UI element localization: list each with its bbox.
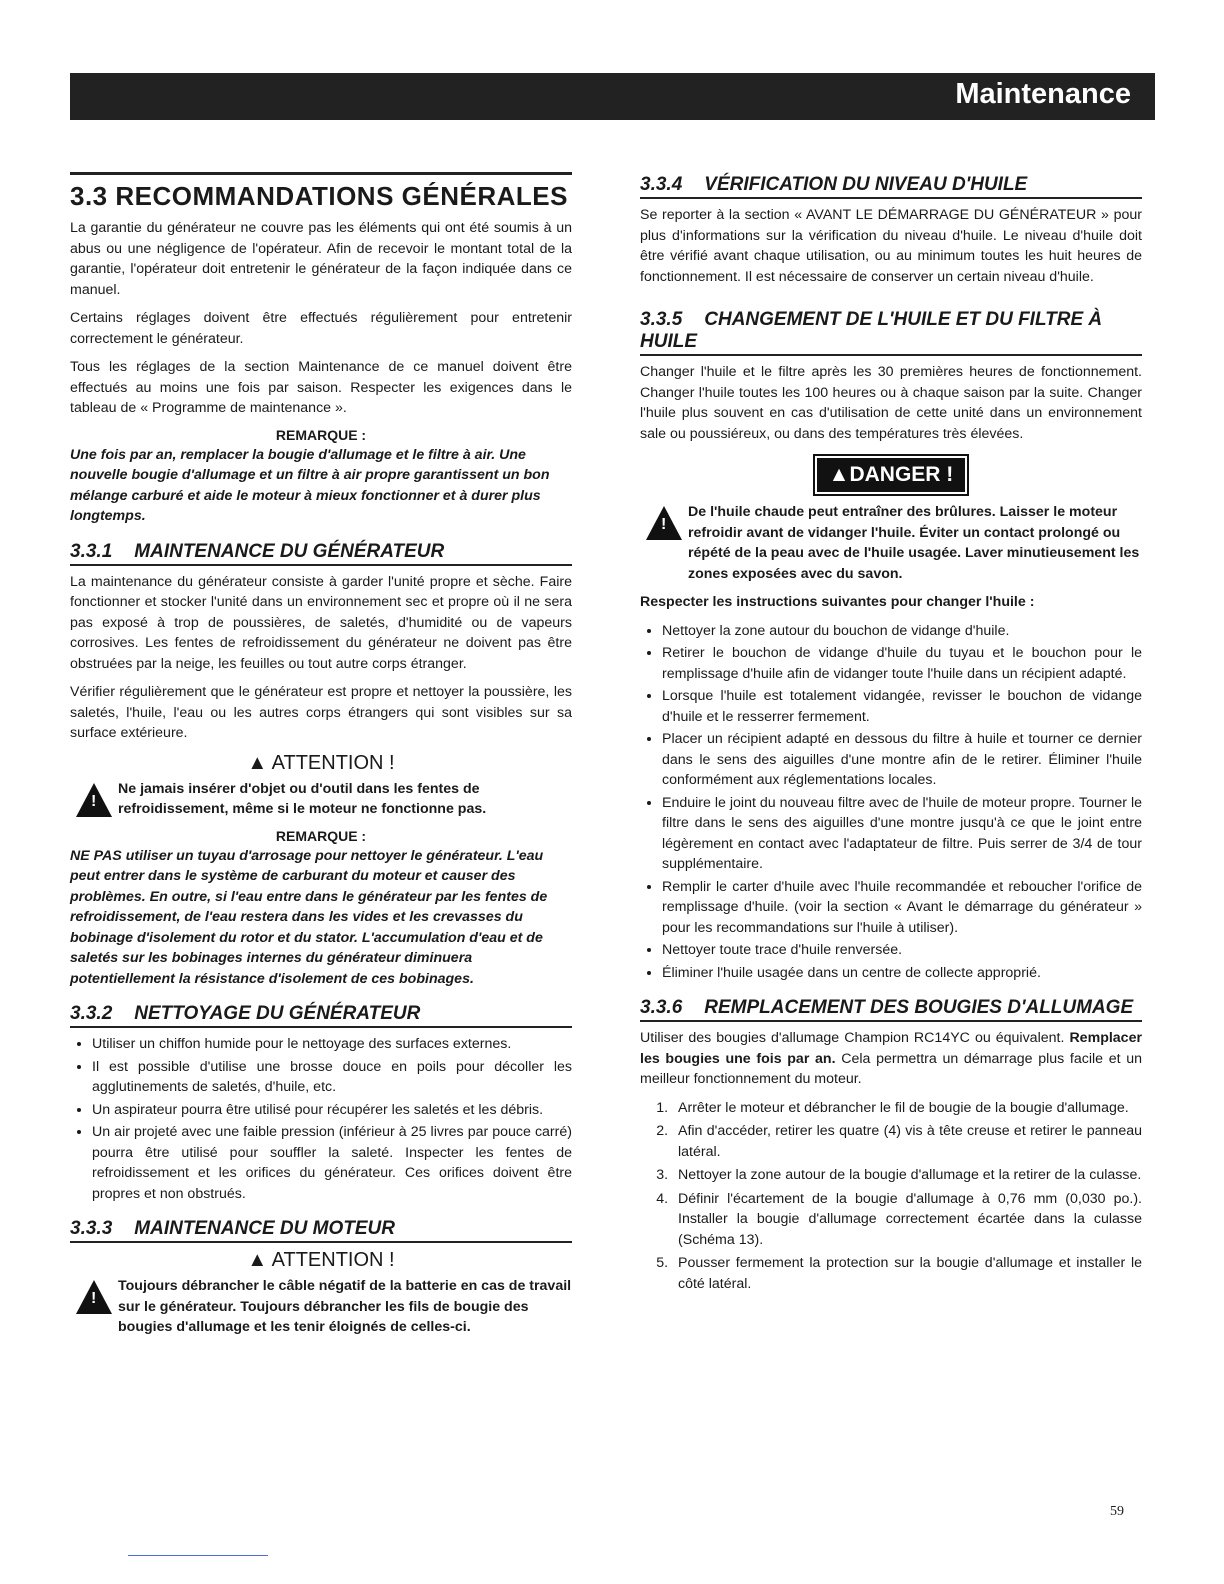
section-heading: VÉRIFICATION DU NIVEAU D'HUILE	[704, 174, 1028, 195]
warning-icon: ▲	[247, 1249, 268, 1271]
intro-paragraph-3: Tous les réglages de la section Maintenance de ce manuel doivent être effectués au moins une fois par saison. Respecter les exigences dans le tableau de « Programme de maintenance ».	[70, 359, 572, 416]
list-item: • Enduire le joint du nouveau filtre avec de l'huile de moteur propre. Tourner le filtre dans le sens des aiguilles d'une montre jusqu'à ce que le joint entre légèrement en contact avec l'adaptateur de filtre. Puis serrer de 3/4 de tour supplémentaire.	[662, 793, 1142, 875]
oil-change-list	[640, 621, 1142, 984]
list-item: • Placer un récipient adapté en dessous du filtre à huile et tourner ce dernier dans le sens des aiguilles d'une montre afin de le retirer. Éliminer l'huile conformément aux réglementations locales.	[662, 729, 1142, 791]
section-heading: NETTOYAGE DU GÉNÉRATEUR	[134, 1003, 421, 1024]
section-number: 3.3.4	[640, 174, 683, 195]
section-heading: MAINTENANCE DU GÉNÉRATEUR	[134, 540, 445, 562]
s334-paragraph: Se reporter à la section « AVANT LE DÉMARRAGE DU GÉNÉRATEUR » pour plus d'informations sur la vérification du niveau d'huile. Le niveau d'huile doit être vérifié avant chaque utilisation, ou au minimum toutes les huit heures de fonctionnement. Il est nécessaire de conserver un certain niveau d'huile.	[640, 207, 1142, 285]
warning-icon: ▲	[247, 751, 268, 774]
section-heading: REMPLACEMENT DES BOUGIES D'ALLUMAGE	[704, 997, 1134, 1018]
s335-paragraph: Changer l'huile et le filtre après les 30 premières heures de fonctionnement. Changer l'huile toutes les 100 heures ou à chaque saison par la suite. Changer l'huile plus souvent en cas d'utilisation de cette unité dans un environnement sale ou poussiéreux, ou dans des températures très élevées.	[640, 364, 1142, 442]
list-item: • Lorsque l'huile est totalement vidangée, revisser le bouchon de vidange d'huile et le resserrer fermement.	[662, 686, 1142, 727]
remark-text-2: NE PAS utiliser un tuyau d'arrosage pour nettoyer le générateur. L'eau peut entrer dans le système de carburant du moteur et causer des problèmes. En outre, si l'eau entre dans le générateur par les fentes de refroidissement, de l'eau restera dans les vides et les crevasses du bobinage d'isolement du rotor et du stator. L'accumulation d'eau et de saletés sur les bobinages internes du générateur diminuera potentiellement la résistance d'isolement de ces bobinages.	[70, 847, 548, 987]
left-column	[70, 160, 572, 1346]
section-title-3-3: 3.3 RECOMMANDATIONS GÉNÉRALES	[70, 172, 572, 212]
section-title-3-3-6	[640, 997, 1142, 1022]
section-heading: CHANGEMENT DE L'HUILE ET DU FILTRE À HUILE	[640, 309, 1103, 352]
page-number: 59	[1110, 1504, 1124, 1519]
attention-text-1: Ne jamais insérer d'objet ou d'outil dans les fentes de refroidissement, même si le moteur ne fonctionne pas.	[118, 780, 487, 817]
list-item: • Un aspirateur pourra être utilisé pour récupérer les saletés et les débris.	[92, 1100, 572, 1121]
intro-paragraph-1: La garantie du générateur ne couvre pas les éléments qui ont été soumis à un abus ou une négligence de l'opérateur. Afin de recevoir le montant total de la garantie, l'opérateur doit entretenir le générateur de la façon indiquée dans ce manuel.	[70, 220, 572, 298]
right-column	[640, 160, 1142, 1302]
list-item: • Retirer le bouchon de vidange d'huile du tuyau et le bouchon pour le remplissage d'huile afin de vidanger toute l'huile dans un récipient adapté.	[662, 643, 1142, 684]
warning-triangle-icon: !	[76, 1280, 112, 1314]
list-item: • Nettoyer toute trace d'huile renversée.	[662, 940, 1142, 961]
footer-line	[128, 1555, 268, 1556]
warning-triangle-icon: !	[76, 783, 112, 817]
section-title-3-3-1	[70, 541, 572, 566]
list-item: • Il est possible d'utilise une brosse douce en poils pour décoller les agglutinements de saletés, d'huile, etc.	[92, 1057, 572, 1098]
section-number: 3.3.6	[640, 997, 683, 1018]
list-item: • Un air projeté avec une faible pression (inférieur à 25 livres par pouce carré) pourra être utilisé pour souffler la saleté. Inspecter les fentes de refroidissement et les orifices du générateur. Ces orifices doivent être propres et non obstrués.	[92, 1122, 572, 1204]
intro-paragraph-2: Certains réglages doivent être effectués régulièrement pour entretenir correctement le générateur.	[70, 310, 572, 347]
section-title-3-3-2	[70, 1003, 572, 1028]
list-item: 2. Afin d'accéder, retirer les quatre (4) vis à tête creuse et retirer le panneau latéral.	[672, 1121, 1142, 1162]
header-banner	[70, 73, 1155, 120]
s331-paragraph-2: Vérifier régulièrement que le générateur est propre et nettoyer la poussière, les saletés, l'huile, l'eau ou les autres corps étrangers qui sont visibles sur sa surface extérieure.	[70, 684, 572, 741]
warning-icon: ▲	[828, 463, 850, 486]
list-item: 4. Définir l'écartement de la bougie d'allumage à 0,76 mm (0,030 po.). Installer la bougie d'allumage correctement écartée dans la culasse (Schéma 13).	[672, 1189, 1142, 1251]
section-heading: MAINTENANCE DU MOTEUR	[134, 1218, 395, 1239]
list-item: • Nettoyer la zone autour du bouchon de vidange d'huile.	[662, 621, 1142, 642]
remark-title-1: REMARQUE :	[275, 426, 367, 443]
remark-title-2: REMARQUE :	[275, 827, 367, 844]
s331-paragraph-1: La maintenance du générateur consiste à garder l'unité propre et sèche. Faire fonctionner et stocker l'unité dans un environnement sec et propre où il ne sera pas exposé à trop de poussières, de saletés, d'humidité ou de vapeurs corrosives. Les fentes de refroidissement du générateur ne doivent pas être obstruées par la neige, les feuilles ou tout autre corps étranger.	[70, 573, 572, 672]
list-item: 3. Nettoyer la zone autour de la bougie d'allumage et la retirer de la culasse.	[672, 1165, 1142, 1186]
list-item: • Utiliser un chiffon humide pour le nettoyage des surfaces externes.	[92, 1034, 572, 1055]
list-item: 5. Pousser fermement la protection sur la bougie d'allumage et installer le côté latéral.	[672, 1253, 1142, 1294]
section-number: 3.3.1	[70, 540, 113, 562]
danger-label-wrap	[640, 458, 1142, 492]
list-item: 1. Arrêter le moteur et débrancher le fil de bougie de la bougie d'allumage.	[672, 1098, 1142, 1119]
danger-block	[640, 502, 1142, 584]
section-number: 3.3.5	[640, 309, 683, 330]
remark-text-1: Une fois par an, remplacer la bougie d'allumage et le filtre à air. Une nouvelle bougie d'allumage et un filtre à air propre garantissent un bon mélange carburé et aide le moteur à mieux fonctionner et à durer plus longtemps.	[70, 446, 550, 524]
attention-title-2: ▲ ATTENTION !	[247, 1249, 395, 1271]
warning-triangle-icon: !	[646, 506, 682, 540]
attention-block-2	[70, 1276, 572, 1338]
list-item: • Éliminer l'huile usagée dans un centre de collecte approprié.	[662, 963, 1142, 984]
danger-text: De l'huile chaude peut entraîner des brûlures. Laisser le moteur refroidir avant de vidanger l'huile. Éviter un contact prolongé ou répété de la peau avec de l'huile usagée. Laver minutieusement les zones exposées avec du savon.	[688, 504, 1140, 582]
section-title-3-3-3	[70, 1218, 572, 1243]
instructions-heading: Respecter les instructions suivantes pour changer l'huile :	[640, 594, 1035, 610]
s336-intro: Utiliser des bougies d'allumage Champion RC14YC ou équivalent. Remplacer les bougies une fois par an. Cela permettra un démarrage plus facile et un meilleur fonctionnement du moteur.	[640, 1030, 1143, 1087]
section-number: 3.3.2	[70, 1003, 113, 1024]
danger-label: ▲DANGER !	[817, 458, 966, 492]
section-title-3-3-4	[640, 174, 1142, 199]
header-title: Maintenance	[955, 78, 1131, 110]
list-item: • Remplir le carter d'huile avec l'huile recommandée et reboucher l'orifice de remplissage d'huile. (voir la section « Avant le démarrage du générateur » pour les recommandations sur l'huile à utiliser).	[662, 877, 1142, 939]
attention-title-1: ▲ ATTENTION !	[247, 751, 395, 774]
cleaning-list	[70, 1034, 572, 1204]
spark-plug-steps	[640, 1098, 1142, 1295]
attention-block-1	[70, 779, 572, 820]
section-number: 3.3.3	[70, 1218, 113, 1239]
attention-text-2: Toujours débrancher le câble négatif de la batterie en cas de travail sur le générateur. Toujours débrancher les fils de bougie des bougies d'allumage et les tenir éloignés de celles-ci.	[118, 1278, 572, 1335]
section-title-3-3-5	[640, 309, 1142, 356]
